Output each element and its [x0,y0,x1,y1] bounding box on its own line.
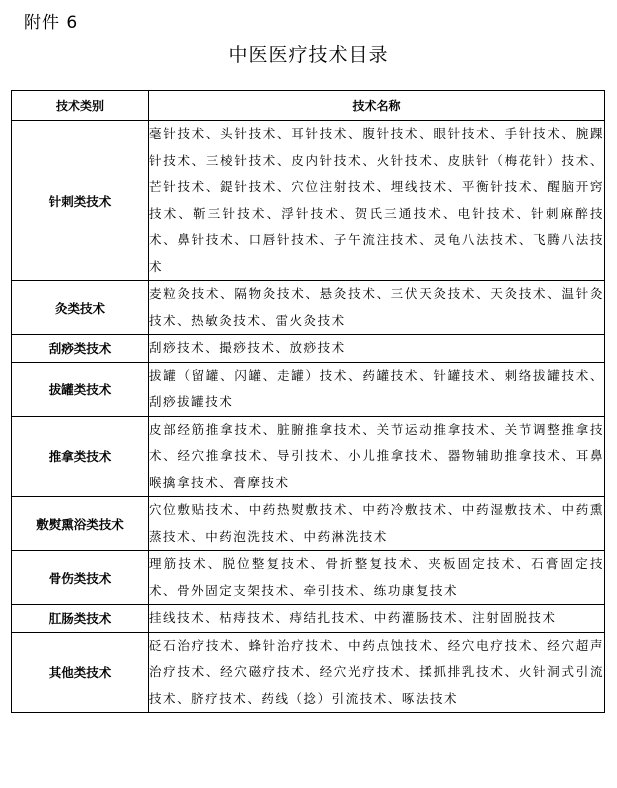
table-header-row [12,91,605,121]
row-items: 拔罐（留罐、闪罐、走罐）技术、药罐技术、针罐技术、刺络拔罐技术、刮痧拔罐技术 [149,362,605,416]
row-category: 肛肠类技术 [12,605,149,633]
table-row [12,497,605,551]
header-category: 技术类别 [12,91,149,121]
row-category: 刮痧类技术 [12,335,149,363]
table-row [12,362,605,416]
row-category: 其他类技术 [12,632,149,713]
row-items: 麦粒灸技术、隔物灸技术、悬灸技术、三伏天灸技术、天灸技术、温针灸技术、热敏灸技术、雷火灸技术 [149,281,605,335]
table-row [12,605,605,633]
row-items: 挂线技术、枯痔技术、痔结扎技术、中药灌肠技术、注射固脱技术 [149,605,605,633]
row-items: 皮部经筋推拿技术、脏腑推拿技术、关节运动推拿技术、关节调整推拿技术、经穴推拿技术、导引技术、小儿推拿技术、器物辅助推拿技术、耳鼻喉擒拿技术、膏摩技术 [149,416,605,497]
table-row [12,551,605,605]
row-category: 灸类技术 [12,281,149,335]
row-items: 毫针技术、头针技术、耳针技术、腹针技术、眼针技术、手针技术、腕踝针技术、三棱针技术、皮内针技术、火针技术、皮肤针（梅花针）技术、芒针技术、鍉针技术、穴位注射技术、埋线技术、平衡针技术、醒脑开窍技术、靳三针技术、浮针技术、贺氏三通技术、电针技术、针刺麻醉技术、鼻针技术、口唇针技术、子午流注技术、灵龟八法技术、飞腾八法技术 [149,121,605,281]
row-category: 推拿类技术 [12,416,149,497]
table-row [12,121,605,281]
header-technique-names: 技术名称 [149,91,605,121]
row-items: 刮痧技术、撮痧技术、放痧技术 [149,335,605,363]
table-row [12,632,605,713]
row-items: 砭石治疗技术、蜂针治疗技术、中药点蚀技术、经穴电疗技术、经穴超声治疗技术、经穴磁疗技术、经穴光疗技术、揉抓排乳技术、火针洞式引流技术、脐疗技术、药线（捻）引流技术、啄法技术 [149,632,605,713]
row-items: 穴位敷贴技术、中药热熨敷技术、中药冷敷技术、中药湿敷技术、中药熏蒸技术、中药泡洗技术、中药淋洗技术 [149,497,605,551]
row-category: 针刺类技术 [12,121,149,281]
row-category: 敷熨熏浴类技术 [12,497,149,551]
technique-catalog-table [11,90,605,713]
attachment-label: 附件 6 [24,13,79,33]
row-category: 拔罐类技术 [12,362,149,416]
row-category: 骨伤类技术 [12,551,149,605]
table-row [12,335,605,363]
row-items: 理筋技术、脱位整复技术、骨折整复技术、夹板固定技术、石膏固定技术、骨外固定支架技术、牵引技术、练功康复技术 [149,551,605,605]
table-row [12,281,605,335]
table-row [12,416,605,497]
document-title: 中医医疗技术目录 [228,44,389,66]
